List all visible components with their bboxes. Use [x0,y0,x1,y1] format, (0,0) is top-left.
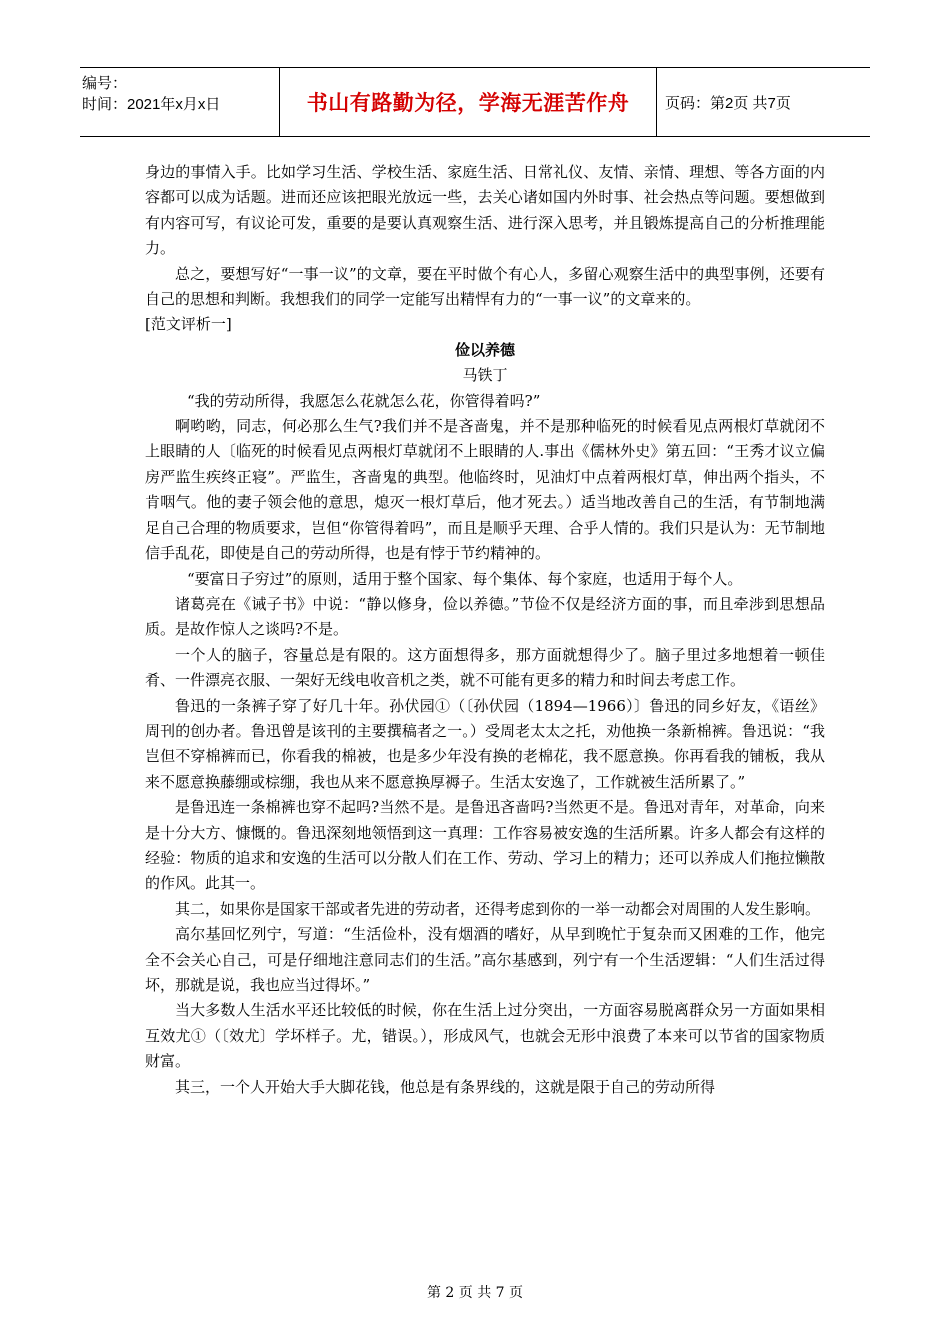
page-footer: 第 2 页 共 7 页 [426,1285,524,1301]
paragraph: 当大多数人生活水平还比较低的时候，你在生活上过分突出，一方面容易脱离群众另一方面如果相互效尤①（〔效尤〕学坏样子。尤，错误。），形成风气，也就会无形中浪费了本来可以节省的国家物质财富。 [145,1001,825,1071]
essay-title: 俭以养德 [454,340,515,359]
paragraph: 身边的事情入手。比如学习生活、学校生活、家庭生活、日常礼仪、友情、亲情、理想、等各方面的内容都可以成为话题。进而还应该把眼光放远一些，去关心诸如国内外时事、社会热点等问题。要想做到有内容可写，有议论可发，重要的是要认真观察生活、进行深入思考，并且锻炼提高自己的分析推理能力。 [145,163,825,258]
header-table [80,67,870,137]
section-label: [范文评析一] [145,315,232,334]
header-page-info: 页码：第2页 共7页 [665,94,791,112]
header-left-cell [80,68,280,136]
header-motto: 书山有路勤为径，学海无涯苦作舟 [280,68,657,136]
paragraph: “我的劳动所得，我愿怎么花就怎么花，你管得着吗?” [187,391,541,410]
paragraph: 其三，一个人开始大手大脚花钱，他总是有条界线的，这就是限于自己的劳动所得 [175,1077,716,1096]
paragraph: 诸葛亮在《诫子书》中说：“静以修身，俭以养德。”节俭不仅是经济方面的事，而且牵涉到思想品质。是故作惊人之谈吗?不是。 [145,594,825,639]
paragraph: 总之，要想写好“一事一议”的文章，要在平时做个有心人，多留心观察生活中的典型事例，还要有自己的思想和判断。我想我们的同学一定能写出精悍有力的“一事一议”的文章来的。 [145,264,825,309]
essay-author: 马铁丁 [462,366,508,385]
paragraph: 其二，如果你是国家干部或者先进的劳动者，还得考虑到你的一举一动都会对周围的人发生影响。 [175,899,821,918]
paragraph: 啊哟哟，同志，何必那么生气?我们并不是吝啬鬼，并不是那种临死的时候看见点两根灯草就闭不上眼睛的人〔临死的时候看见点两根灯草就闭不上眼睛的人.事出《儒林外史》第五回：“王秀才议立偏房严监生疾终正寝”。严监生，吝啬鬼的典型。他临终时，见油灯中点着两根灯草，伸出两个指头，不肯咽气。他的妻子领会他的意思，熄灭一根灯草后，他才死去。）适当地改善自己的生活，有节制地满足自己合理的物质要求，岂但“你管得着吗”，而且是顺乎天理、合乎人情的。我们只是认为：无节制地信手乱花，即使是自己的劳动所得，也是有悖于节约精神的。 [145,417,825,563]
paragraph: “要富日子穷过”的原则，适用于整个国家、每个集体、每个家庭，也适用于每个人。 [187,569,743,588]
date-line: 时间：2021年x月x日 [82,96,221,113]
serial-number-label: 编号： [82,75,128,92]
paragraph: 是鲁迅连一条棉裤也穿不起吗?当然不是。是鲁迅吝啬吗?当然更不是。鲁迅对青年，对革命，向来是十分大方、慷慨的。鲁迅深刻地领悟到这一真理：工作容易被安逸的生活所累。许多人都会有这样的经验：物质的追求和安逸的生活可以分散人们在工作、劳动、学习上的精力；还可以养成人们拖拉懒散的作风。此其一。 [145,798,825,893]
paragraph: 一个人的脑子，容量总是有限的。这方面想得多，那方面就想得少了。脑子里过多地想着一顿佳肴、一件漂亮衣服、一架好无线电收音机之类，就不可能有更多的精力和时间去考虑工作。 [145,645,825,690]
paragraph: 高尔基回忆列宁，写道：“生活俭朴，没有烟酒的嗜好，从早到晚忙于复杂而又困难的工作，他完全不会关心自己，可是仔细地注意同志们的生活。”高尔基感到，列宁有一个生活逻辑：“人们生活过得坏，那就是说，我也应当过得坏。” [145,925,825,994]
body-text [145,160,825,1100]
paragraph: 鲁迅的一条裤子穿了好几十年。孙伏园①（〔孙伏园（1894—1966）〕鲁迅的同乡好友，《语丝》周刊的创办者。鲁迅曾是该刊的主要撰稿者之一。）受周老太太之托，劝他换一条新棉裤。鲁迅说：“我岂但不穿棉裤而已，你看我的棉被，也是多少年没有换的老棉花，我不愿意换。你再看我的铺板，我从来不愿意换藤绷或棕绷，我也从来不愿意换厚褥子。生活太安逸了，工作就被生活所累了。” [145,696,825,791]
